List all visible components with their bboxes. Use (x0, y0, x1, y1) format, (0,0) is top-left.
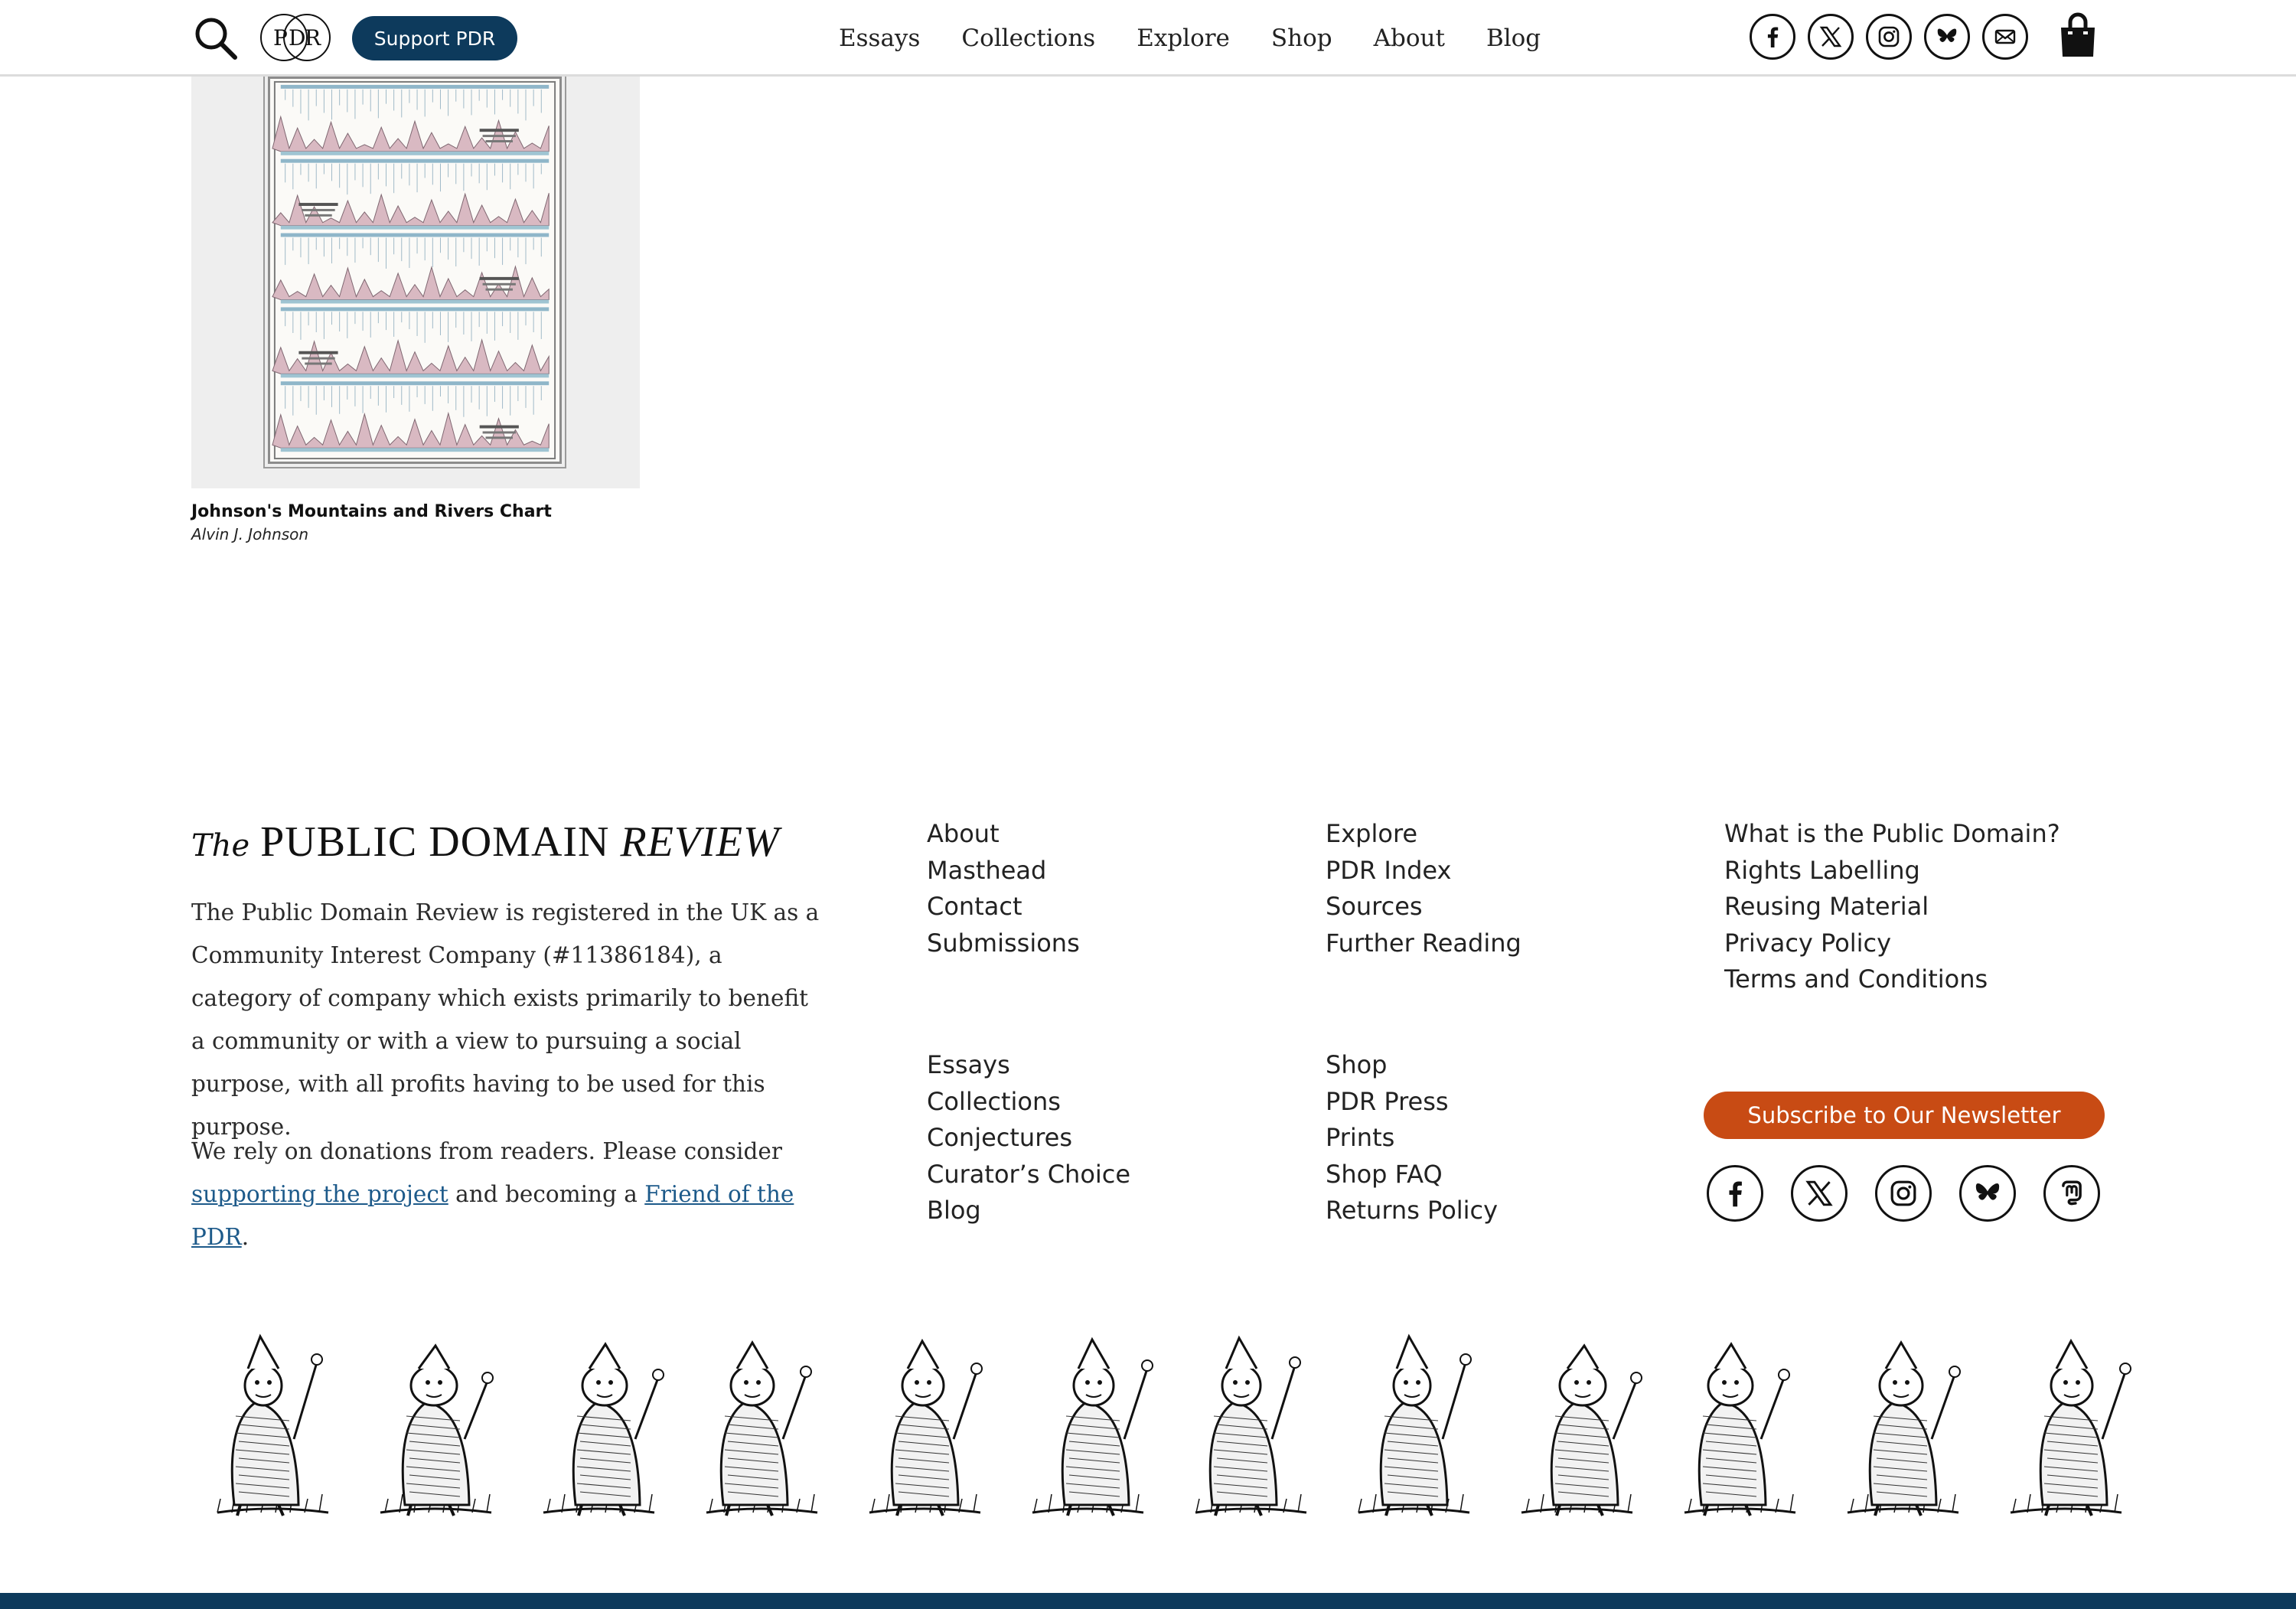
instagram-icon[interactable] (1875, 1165, 1932, 1222)
footer-links-rights (1724, 816, 2060, 998)
footer-link-rights-labelling[interactable]: Rights Labelling (1724, 855, 1920, 885)
footer-link-sources[interactable]: Sources (1326, 892, 1423, 921)
bluesky-icon[interactable] (1959, 1165, 2016, 1222)
grotesque-figure (1180, 1332, 1318, 1520)
nav-essays[interactable]: Essays (839, 24, 921, 52)
footer-about-text: The Public Domain Review is registered in the UK as a Community Interest Company (#11386184), a category of company which exists primarily to benefit a community or with a view to pursuing a social purpose, with all profits having to be used for this purpose. (191, 899, 820, 1140)
shopping-bag-icon[interactable] (2057, 12, 2099, 60)
footer-link-essays[interactable]: Essays (927, 1050, 1010, 1079)
footer-link-shop-faq[interactable]: Shop FAQ (1326, 1159, 1443, 1189)
grotesque-figure (1832, 1332, 1970, 1520)
grotesque-figure (1343, 1332, 1481, 1520)
nav-blog[interactable]: Blog (1486, 24, 1541, 52)
grotesque-figure (1017, 1332, 1155, 1520)
footer-social-links (1707, 1165, 2100, 1222)
footer-link-about[interactable]: About (927, 819, 1000, 848)
nav-shop[interactable]: Shop (1270, 24, 1332, 52)
footer-link-privacy-policy[interactable]: Privacy Policy (1724, 928, 1892, 958)
main-nav (839, 0, 1541, 77)
subscribe-newsletter-button[interactable]: Subscribe to Our Newsletter (1704, 1092, 2105, 1139)
grotesque-figure (1669, 1332, 1807, 1520)
footer-links-about (927, 816, 1080, 961)
x-icon[interactable] (1791, 1165, 1848, 1222)
grotesque-figure (1995, 1332, 2133, 1520)
pdr-logo[interactable] (259, 12, 332, 63)
footer-donate-text: We rely on donations from readers. Please consider supporting the project and becoming a Friend of the PDR. (191, 1138, 794, 1250)
footer-brand-logo[interactable]: The PUBLIC DOMAIN REVIEW (191, 818, 780, 866)
instagram-icon[interactable] (1866, 14, 1912, 60)
header-social-links (1750, 14, 2040, 60)
grotesque-figure (1506, 1332, 1644, 1520)
footer-bottom-bar (0, 1593, 2296, 1609)
friend-of-pdr-link[interactable]: Friend of the PDR (191, 1181, 794, 1250)
grotesque-figure (365, 1332, 503, 1520)
top-navigation-bar (0, 0, 2296, 77)
grotesque-figures-illustration (202, 1332, 2133, 1520)
support-pdr-button[interactable]: Support PDR (352, 16, 517, 60)
footer-link-submissions[interactable]: Submissions (927, 928, 1080, 958)
footer-link-shop[interactable]: Shop (1326, 1050, 1388, 1079)
footer-link-contact[interactable]: Contact (927, 892, 1022, 921)
footer-link-terms[interactable]: Terms and Conditions (1724, 964, 1988, 994)
footer-link-reusing-material[interactable]: Reusing Material (1724, 892, 1929, 921)
footer-link-masthead[interactable]: Masthead (927, 855, 1047, 885)
footer-links-explore (1326, 816, 1521, 961)
svg-text:P: P (273, 25, 288, 51)
footer-link-pdr-index[interactable]: PDR Index (1326, 855, 1452, 885)
featured-image-card[interactable] (191, 77, 640, 488)
nav-collections[interactable]: Collections (961, 24, 1096, 52)
grotesque-figure (202, 1332, 340, 1520)
supporting-project-link[interactable]: supporting the project (191, 1181, 448, 1207)
footer-link-conjectures[interactable]: Conjectures (927, 1123, 1073, 1152)
footer-link-curators-choice[interactable]: Curator’s Choice (927, 1159, 1131, 1189)
footer-link-explore[interactable]: Explore (1326, 819, 1418, 848)
footer-link-public-domain[interactable]: What is the Public Domain? (1724, 819, 2060, 848)
bluesky-icon[interactable] (1924, 14, 1970, 60)
nav-about[interactable]: About (1373, 24, 1445, 52)
mountains-rivers-chart-image (268, 77, 562, 464)
nav-explore[interactable]: Explore (1137, 24, 1230, 52)
search-icon[interactable] (193, 15, 239, 61)
svg-text:R: R (305, 25, 321, 51)
featured-title[interactable]: Johnson's Mountains and Rivers Chart (191, 502, 552, 521)
footer-links-content (927, 1047, 1130, 1229)
footer-links-shop (1326, 1047, 1498, 1229)
facebook-icon[interactable] (1707, 1165, 1763, 1222)
grotesque-figure (691, 1332, 829, 1520)
svg-text:D: D (289, 25, 306, 51)
footer-link-blog[interactable]: Blog (927, 1196, 981, 1225)
email-icon[interactable] (1982, 14, 2028, 60)
footer-link-collections[interactable]: Collections (927, 1086, 1061, 1116)
mastodon-icon[interactable] (2043, 1165, 2100, 1222)
footer-link-pdr-press[interactable]: PDR Press (1326, 1086, 1449, 1116)
footer-link-returns-policy[interactable]: Returns Policy (1326, 1196, 1499, 1225)
x-icon[interactable] (1808, 14, 1854, 60)
footer-link-further-reading[interactable]: Further Reading (1326, 928, 1521, 958)
grotesque-figure (528, 1332, 666, 1520)
featured-author: Alvin J. Johnson (191, 525, 309, 543)
grotesque-figure (854, 1332, 992, 1520)
facebook-icon[interactable] (1750, 14, 1795, 60)
footer-link-prints[interactable]: Prints (1326, 1123, 1395, 1152)
